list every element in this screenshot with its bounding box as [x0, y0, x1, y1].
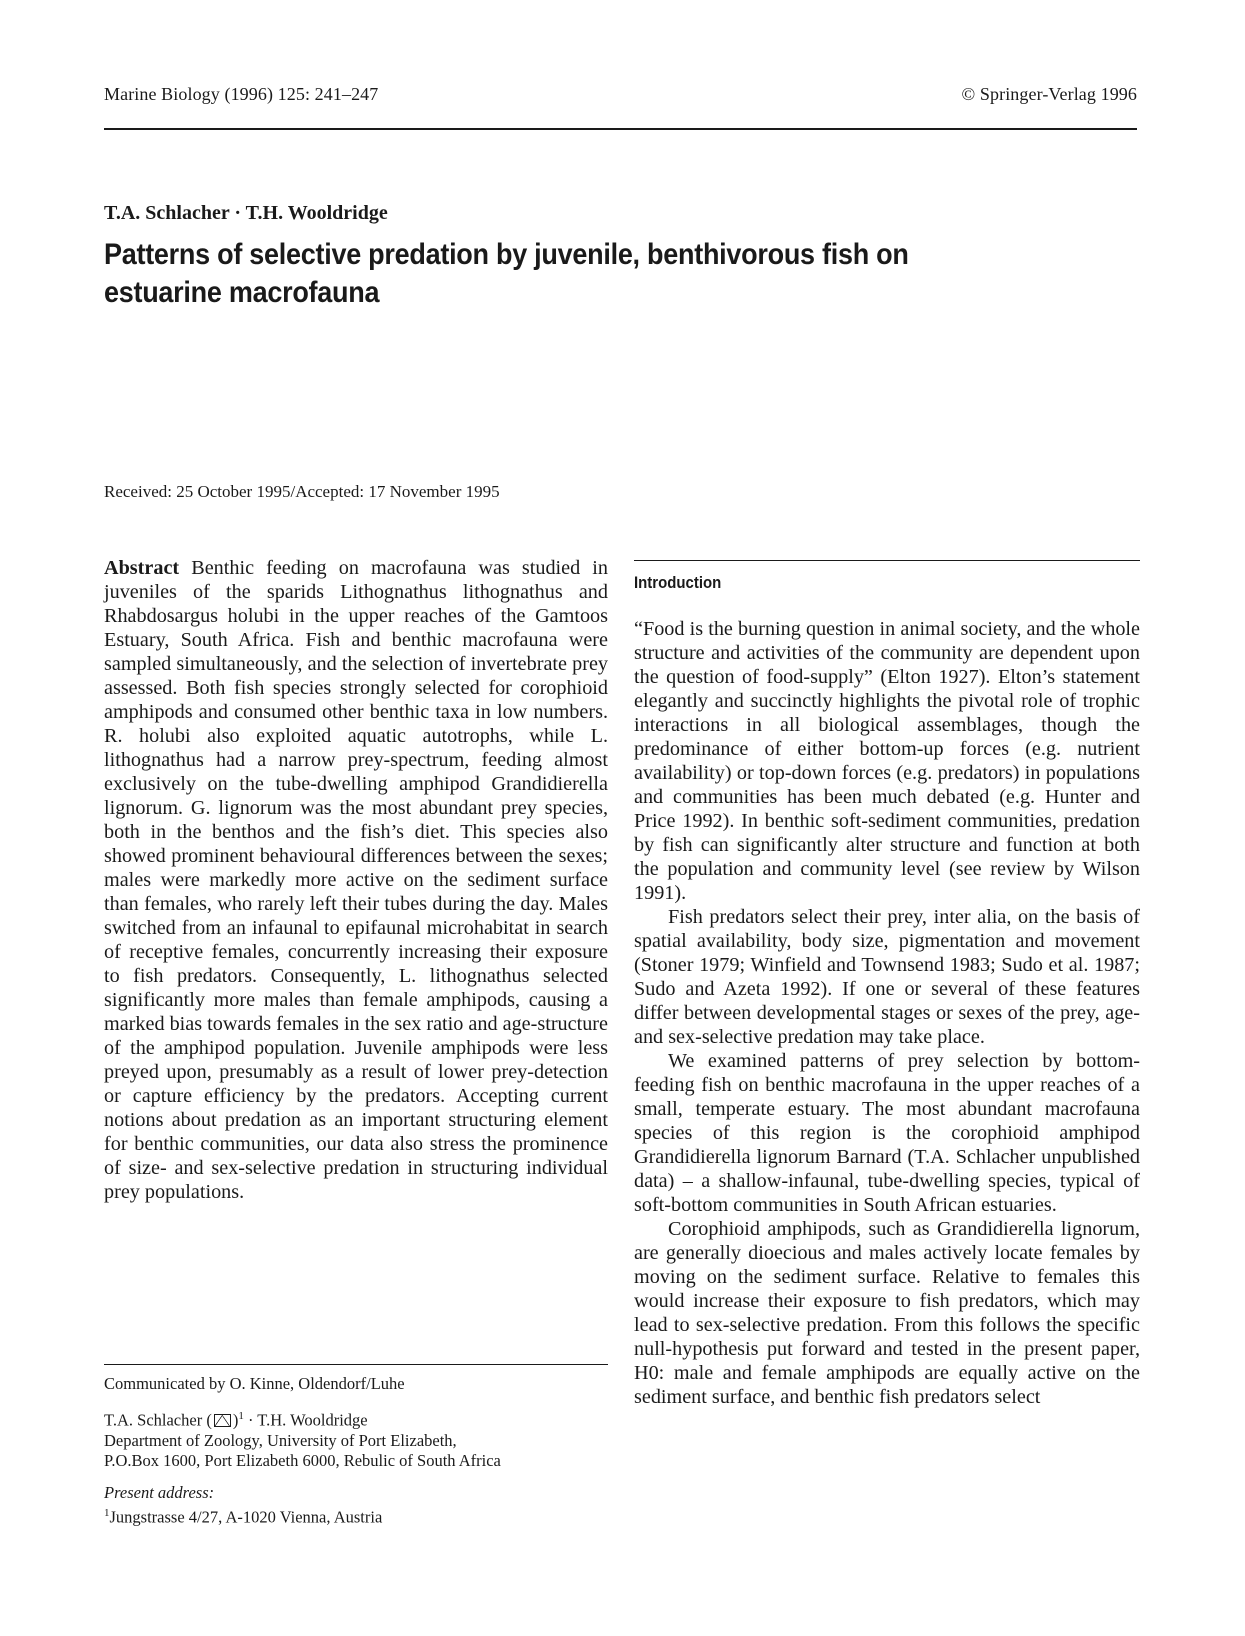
author2-name: · T.H. Wooldridge	[247, 1410, 368, 1430]
intro-paragraph-2: Fish predators select their prey, inter alia, on the basis of spatial availability, body size, pigmentation and movement (Stoner 1979; Winfield and Townsend 1983; Sudo et al. 1987; Sudo and Azeta 1992). If one or several of these features differ between developmental stages or sexes of the prey, age- and sex-selective predation may take place.	[634, 906, 1140, 1048]
article-title: Patterns of selective predation by juvenile, benthivorous fish on estuarine macrofauna	[104, 238, 909, 309]
footnote-rule	[104, 1364, 608, 1365]
communicated-by: Communicated by O. Kinne, Oldendorf/Luhe	[104, 1374, 405, 1393]
present-address: $^1$Jungstrasse 4/27, A-1020 Vienna, Austria	[104, 1506, 383, 1526]
author-list: T.A. Schlacher · T.H. Wooldridge	[104, 202, 388, 224]
present-address-label: Present address:	[104, 1482, 215, 1502]
postal-address: P.O.Box 1600, Port Elizabeth 6000, Rebulic of South Africa	[104, 1450, 501, 1470]
author1-footnote-mark: 1	[238, 1410, 244, 1422]
abstract-label: Abstract	[104, 557, 180, 579]
envelope-icon	[214, 1414, 231, 1427]
author-affiliation-line: T.A. Schlacher ( )$^1$ · T.H. Wooldridge	[104, 1410, 368, 1430]
abstract-text: Benthic feeding on macrofauna was studied in juveniles of the sparids Lithognathus lithognathus and Rhabdosargus holubi in the upper reaches of the Gamtoos Estuary, South Africa. Fish and benthic macrofauna were sampled simultaneously, and the selection of invertebrate prey assessed. Both fish species strongly selected for corophioid amphipods and consumed other benthic taxa in low numbers. R. holubi also exploited aquatic autotrophs, while L. lithognathus had a narrow prey-spectrum, feeding almost exclusively on the tube-dwelling amphipod Grandidierella lignorum. G. lignorum was the most abundant prey species, both in the benthos and the fish’s diet. This species also showed prominent behavioural differences between the sexes; males were markedly more active on the sediment surface than females, who rarely left their tubes during the day. Males switched from an infaunal to epifaunal microhabitat in search of receptive females, concurrently increasing their exposure to fish predators. Consequently, L. lithognathus selected significantly more males than female amphipods, causing a marked bias towards females in the sex ratio and age-structure of the amphipod population. Juvenile amphipods were less preyed upon, presumably as a result of lower prey-detection or capture efficiency by the predators. Accepting current notions about predation as an important structuring element for benthic communities, our data also stress the prominence of size- and sex-selective predation in structuring individual prey populations.	[104, 557, 609, 1203]
footnotes	[104, 1374, 608, 1527]
intro-paragraph-1: “Food is the burning question in animal society, and the whole structure and activities of the community are dependent upon the question of food-supply” (Elton 1927). Elton’s statement elegantly and succinctly highlights the pivotal role of trophic interactions in all biological assemblages, though the predominance of either bottom-up forces (e.g. nutrient availability) or top-down forces (e.g. predators) in populations and communities has been much debated (e.g. Hunter and Price 1992). In benthic soft-sediment communities, predation by fish can significantly alter structure and function at both the population and community level (see review by Wilson 1991).	[634, 618, 1140, 904]
introduction-rule	[634, 560, 1140, 561]
right-column	[634, 554, 1140, 1409]
author1-name: T.A. Schlacher (	[104, 1410, 212, 1430]
present-address-mark: 1	[104, 1506, 110, 1519]
department: Department of Zoology, University of Port Elizabeth,	[104, 1430, 457, 1450]
running-head	[104, 84, 1137, 105]
received-dates: Received: 25 October 1995/Accepted: 17 November 1995	[104, 482, 500, 501]
journal-citation: Marine Biology (1996) 125: 241–247	[104, 84, 379, 104]
abstract	[104, 556, 608, 1204]
intro-paragraph-3: We examined patterns of prey selection by bottom-feeding fish on benthic macrofauna in the upper reaches of a small, temperate estuary. The most abundant macrofauna species of this region is the corophioid amphipod Grandidierella lignorum Barnard (T.A. Schlacher unpublished data) – a shallow-infaunal, tube-dwelling species, typical of soft-bottom communities in South African estuaries.	[634, 1050, 1140, 1216]
header-rule	[104, 128, 1137, 130]
intro-paragraph-4: Corophioid amphipods, such as Grandidierella lignorum, are generally dioecious and males actively locate females by moving on the sediment surface. Relative to females this would increase their exposure to fish predators, which may lead to sex-selective predation. From this follows the specific null-hypothesis put forward and tested in the present paper, H0: male and female amphipods are equally active on the sediment surface, and benthic fish predators select	[634, 1218, 1140, 1408]
introduction-heading: Introduction	[634, 573, 722, 592]
left-column	[104, 556, 608, 1204]
copyright-notice: © Springer-Verlag 1996	[961, 84, 1137, 104]
